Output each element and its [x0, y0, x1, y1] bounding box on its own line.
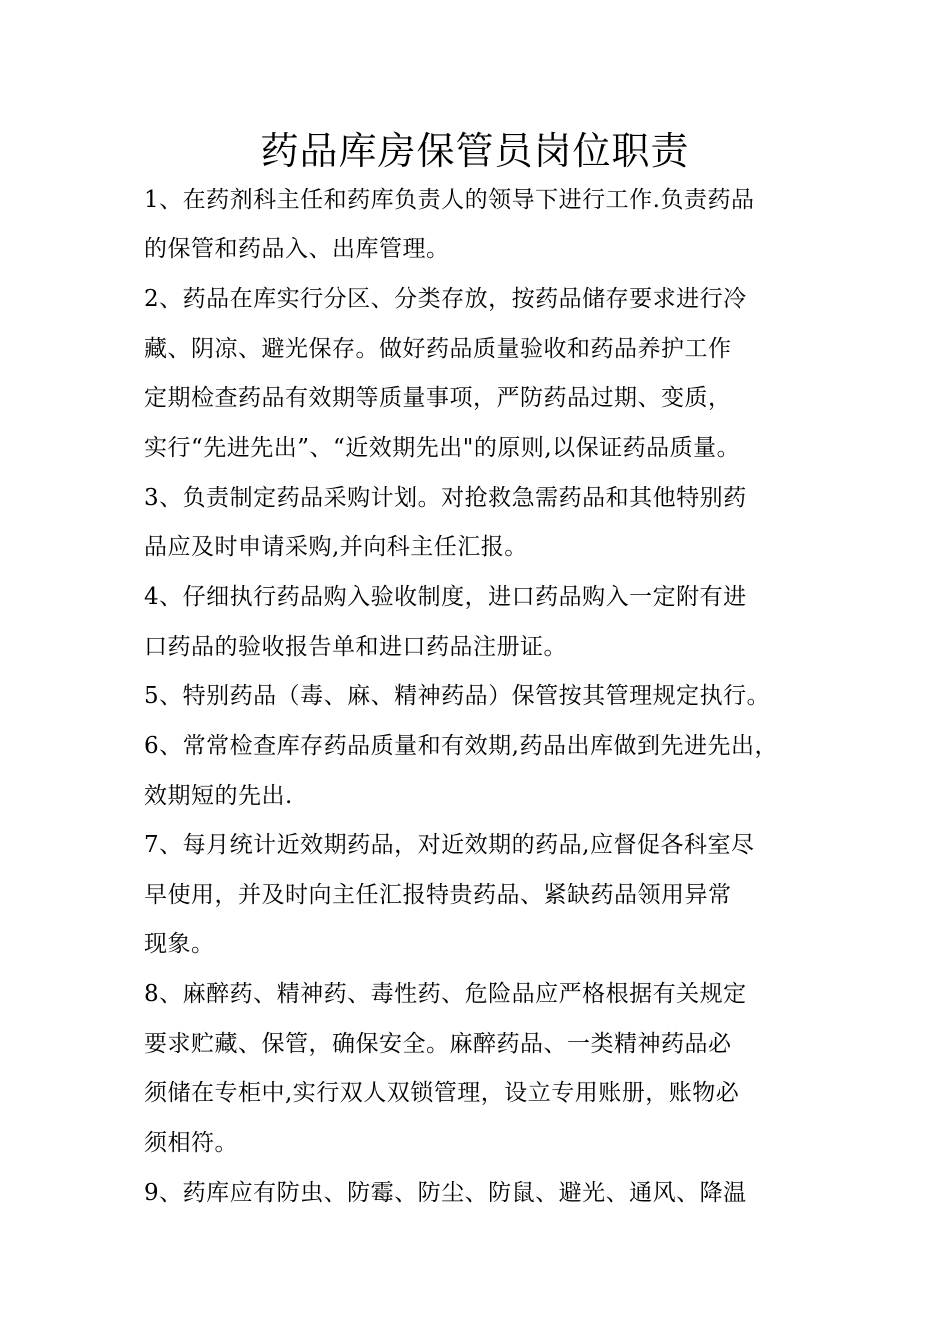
text-line: 藏、阴凉、避光保存。做好药品质量验收和药品养护工作 [144, 336, 732, 362]
text-line: 品应及时申请采购,并向科主任汇报。 [144, 534, 528, 560]
text-line: 7、每月统计近效期药品，对近效期的药品,应督促各科室尽 [144, 832, 755, 858]
text-line: 5、特别药品（毒、麻、精神药品）保管按其管理规定执行。 [144, 683, 771, 709]
text-line: 要求贮藏、保管，确保安全。麻醉药品、一类精神药品必 [144, 1031, 732, 1057]
text-line: 3、负责制定药品采购计划。对抢救急需药品和其他特别药 [144, 485, 747, 511]
text-line: 现象。 [144, 931, 215, 957]
text-line: 8、麻醉药、精神药、毒性药、危险品应严格根据有关规定 [144, 981, 747, 1007]
text-line: 1、在药剂科主任和药库负责人的领导下进行工作.负责药品 [144, 187, 755, 213]
text-line: 须储在专柜中,实行双人双锁管理，设立专用账册，账物必 [144, 1080, 740, 1106]
text-line: 定期检查药品有效期等质量事项，严防药品过期、变质， [144, 385, 732, 411]
text-line: 4、仔细执行药品购入验收制度，进口药品购入一定附有进 [144, 584, 747, 610]
text-line: 2、药品在库实行分区、分类存放，按药品储存要求进行冷 [144, 286, 747, 312]
text-line: 的保管和药品入、出库管理。 [144, 236, 450, 262]
text-line: 早使用，并及时向主任汇报特贵药品、紧缺药品领用异常 [144, 882, 732, 908]
text-line: 口药品的验收报告单和进口药品注册证。 [144, 634, 567, 660]
text-line: 须相符。 [144, 1130, 238, 1156]
text-line: 6、常常检查库存药品质量和有效期,药品出库做到先进先出， [144, 733, 778, 759]
page-title: 药品库房保管员岗位职责 [260, 129, 690, 173]
text-line: 9、药库应有防虫、防霉、防尘、防鼠、避光、通风、降温 [144, 1180, 747, 1206]
text-line: 实行“先进先出”、“近效期先出"的原则,以保证药品质量。 [144, 435, 741, 461]
text-line: 效期短的先出. [144, 783, 293, 809]
